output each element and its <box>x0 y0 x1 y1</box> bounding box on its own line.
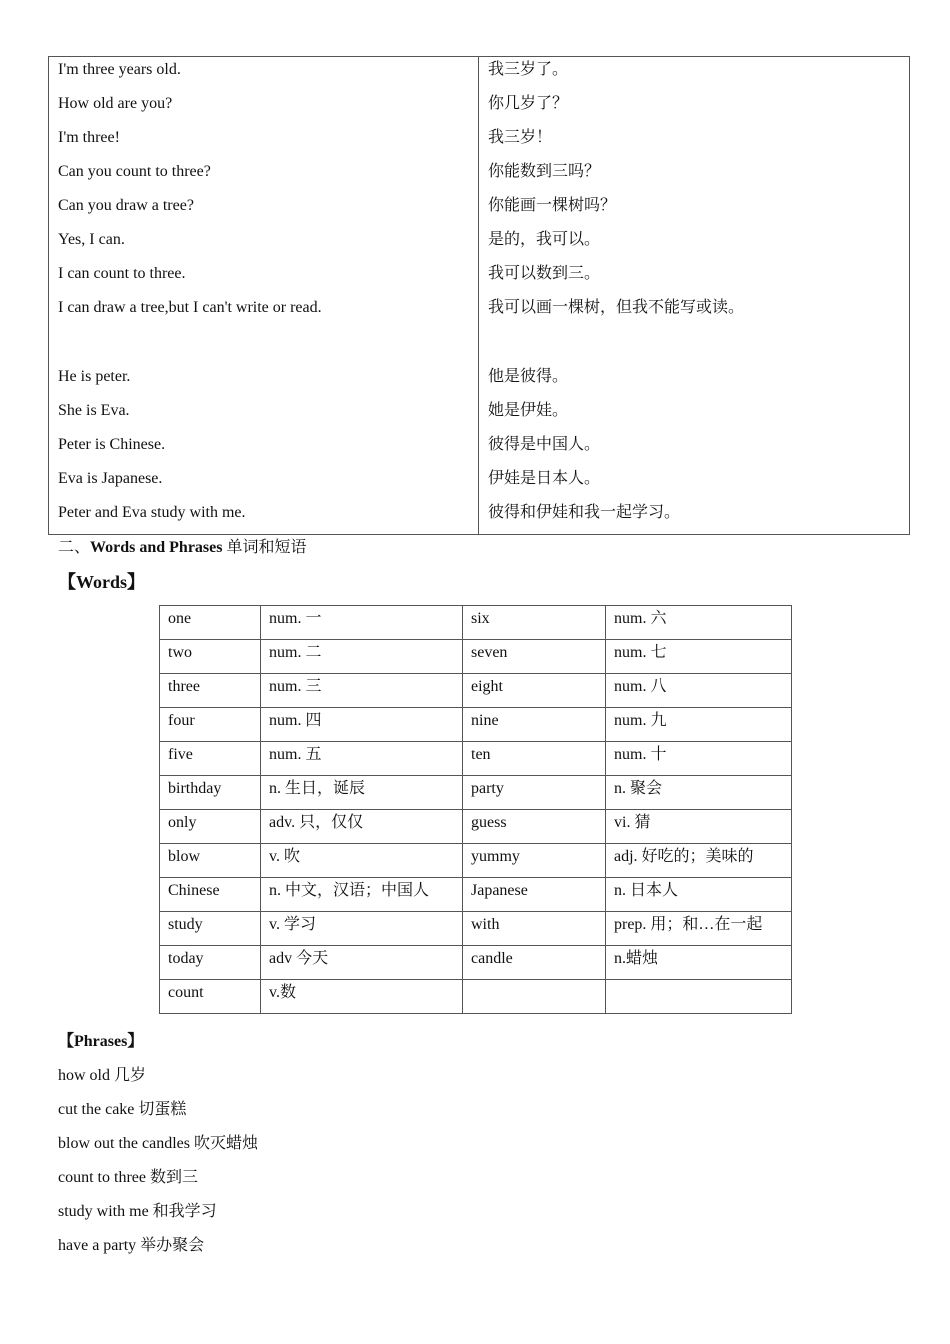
section-heading <box>58 536 307 560</box>
phrase-item: blow out the candles 吹灭蜡烛 <box>58 1135 258 1152</box>
table-row <box>160 912 792 946</box>
meaning-cell: num. 十 <box>606 742 792 776</box>
meaning-cell: vi. 猜 <box>606 810 792 844</box>
word-cell: count <box>160 980 261 1014</box>
english-sentence: I'm three years old. <box>58 61 181 78</box>
meaning-cell: v. 吹 <box>261 844 463 878</box>
chinese-sentence: 我可以数到三。 <box>488 265 601 282</box>
word-cell <box>463 980 606 1014</box>
word-cell: five <box>160 742 261 776</box>
table-row <box>160 742 792 776</box>
chinese-sentence: 我可以画一棵树，但我不能写或读。 <box>488 299 745 316</box>
section-title: Words and Phrases <box>90 539 223 556</box>
meaning-cell: v. 学习 <box>261 912 463 946</box>
meaning-cell: n.蜡烛 <box>606 946 792 980</box>
word-cell: seven <box>463 640 606 674</box>
sentence-table <box>48 56 910 535</box>
chinese-sentence: 你能画一棵树吗？ <box>488 197 617 214</box>
meaning-cell: num. 一 <box>261 606 463 640</box>
chinese-sentence: 伊娃是日本人。 <box>488 470 601 487</box>
english-sentence: He is peter. <box>58 368 131 385</box>
table-row <box>160 980 792 1014</box>
phrase-item: cut the cake 切蛋糕 <box>58 1101 187 1118</box>
word-cell: ten <box>463 742 606 776</box>
table-row <box>160 810 792 844</box>
phrase-item: study with me 和我学习 <box>58 1203 217 1220</box>
section-subtitle: 单词和短语 <box>222 539 307 556</box>
meaning-cell: n. 日本人 <box>606 878 792 912</box>
english-sentence: I can draw a tree,but I can't write or read. <box>58 299 322 316</box>
word-cell: study <box>160 912 261 946</box>
english-sentence: She is Eva. <box>58 402 130 419</box>
chinese-sentence: 我三岁了。 <box>488 61 569 78</box>
english-sentence: I'm three! <box>58 129 120 146</box>
meaning-cell: adj. 好吃的；美味的 <box>606 844 792 878</box>
meaning-cell: prep. 用；和…在一起 <box>606 912 792 946</box>
table-row <box>160 776 792 810</box>
chinese-column <box>479 57 909 534</box>
chinese-sentence: 她是伊娃。 <box>488 402 569 419</box>
table-row <box>160 640 792 674</box>
phrases-heading: 【Phrases】 <box>58 1033 144 1050</box>
meaning-cell: adv 今天 <box>261 946 463 980</box>
english-column <box>49 57 479 534</box>
word-cell: with <box>463 912 606 946</box>
word-cell: eight <box>463 674 606 708</box>
word-cell: six <box>463 606 606 640</box>
meaning-cell: num. 六 <box>606 606 792 640</box>
phrase-item: how old 几岁 <box>58 1067 147 1084</box>
english-sentence: Can you draw a tree? <box>58 197 194 214</box>
word-cell: party <box>463 776 606 810</box>
word-cell: guess <box>463 810 606 844</box>
english-sentence: How old are you? <box>58 95 173 112</box>
section-prefix: 二、 <box>58 539 91 556</box>
meaning-cell: num. 七 <box>606 640 792 674</box>
word-cell: candle <box>463 946 606 980</box>
meaning-cell: n. 聚会 <box>606 776 792 810</box>
meaning-cell: n. 生日，诞辰 <box>261 776 463 810</box>
word-cell: blow <box>160 844 261 878</box>
words-table <box>159 605 792 1014</box>
chinese-sentence: 是的，我可以。 <box>488 231 601 248</box>
word-cell: one <box>160 606 261 640</box>
table-row <box>160 674 792 708</box>
chinese-sentence: 你能数到三吗？ <box>488 163 601 180</box>
english-sentence: I can count to three. <box>58 265 186 282</box>
meaning-cell: num. 八 <box>606 674 792 708</box>
phrase-item: count to three 数到三 <box>58 1169 198 1186</box>
word-cell: today <box>160 946 261 980</box>
word-cell: four <box>160 708 261 742</box>
table-row <box>160 708 792 742</box>
english-sentence: Peter is Chinese. <box>58 436 166 453</box>
word-cell: two <box>160 640 261 674</box>
word-cell: Chinese <box>160 878 261 912</box>
meaning-cell: num. 三 <box>261 674 463 708</box>
meaning-cell: adv. 只，仅仅 <box>261 810 463 844</box>
word-cell: nine <box>463 708 606 742</box>
english-sentence: Eva is Japanese. <box>58 470 163 487</box>
meaning-cell: v.数 <box>261 980 463 1014</box>
word-cell: yummy <box>463 844 606 878</box>
word-cell: three <box>160 674 261 708</box>
table-row <box>160 946 792 980</box>
chinese-sentence: 彼得和伊娃和我一起学习。 <box>488 504 681 521</box>
meaning-cell: num. 四 <box>261 708 463 742</box>
table-row <box>160 606 792 640</box>
english-sentence: Yes, I can. <box>58 231 125 248</box>
chinese-sentence: 他是彼得。 <box>488 368 569 385</box>
meaning-cell: num. 二 <box>261 640 463 674</box>
words-heading: 【Words】 <box>58 572 146 592</box>
table-row <box>160 878 792 912</box>
meaning-cell: num. 九 <box>606 708 792 742</box>
english-sentence: Can you count to three? <box>58 163 211 180</box>
chinese-sentence: 你几岁了？ <box>488 95 569 112</box>
word-cell: only <box>160 810 261 844</box>
word-cell: Japanese <box>463 878 606 912</box>
phrase-item: have a party 举办聚会 <box>58 1237 205 1254</box>
english-sentence: Peter and Eva study with me. <box>58 504 246 521</box>
word-cell: birthday <box>160 776 261 810</box>
meaning-cell: num. 五 <box>261 742 463 776</box>
meaning-cell: n. 中文，汉语；中国人 <box>261 878 463 912</box>
meaning-cell <box>606 980 792 1014</box>
chinese-sentence: 彼得是中国人。 <box>488 436 601 453</box>
chinese-sentence: 我三岁！ <box>488 129 553 146</box>
table-row <box>160 844 792 878</box>
